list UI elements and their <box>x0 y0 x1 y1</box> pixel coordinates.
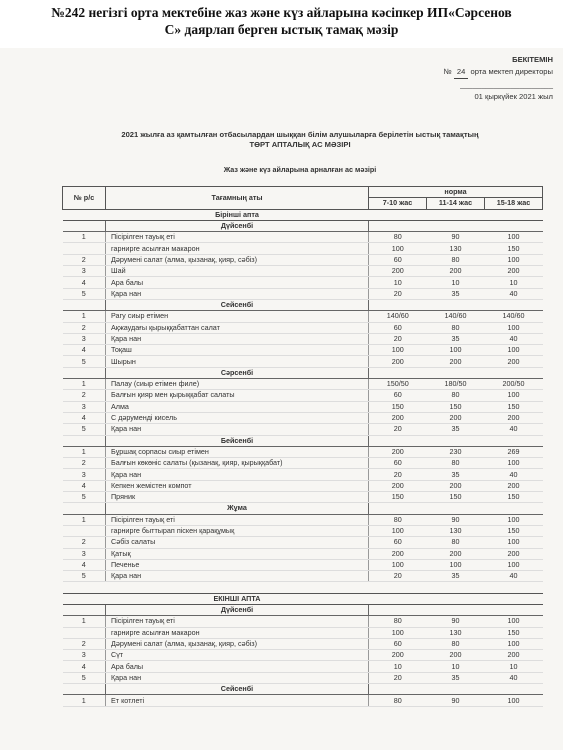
item-number: 1 <box>63 379 106 390</box>
norm-15-18: 10 <box>485 277 543 288</box>
day-blank <box>63 299 106 310</box>
norm-15-18: 150 <box>485 243 543 254</box>
item-number: 4 <box>63 480 106 491</box>
norm-11-14: 90 <box>427 514 485 525</box>
norm-11-14: 130 <box>427 243 485 254</box>
day-blank <box>369 367 543 378</box>
dish-name: Пісірілген тауық еті <box>106 514 369 525</box>
norm-7-10: 150/50 <box>369 379 427 390</box>
menu-title-line-2: ТӨРТ АПТАЛЫҚ АС МӘЗІРІ <box>249 140 351 149</box>
norm-15-18: 200/50 <box>485 379 543 390</box>
week-row <box>63 209 543 220</box>
item-number: 2 <box>63 390 106 401</box>
week-blank <box>369 209 543 220</box>
norm-7-10: 10 <box>369 661 427 672</box>
norm-15-18: 100 <box>485 232 543 243</box>
director-line: № 24 орта мектеп директоры <box>444 66 553 79</box>
item-number: 2 <box>63 254 106 265</box>
day-blank <box>63 503 106 514</box>
day-row <box>63 684 543 695</box>
dish-name: Қара нан <box>106 571 369 582</box>
norm-11-14: 10 <box>427 277 485 288</box>
norm-7-10: 200 <box>369 480 427 491</box>
item-number: 4 <box>63 277 106 288</box>
norm-7-10: 20 <box>369 424 427 435</box>
norm-7-10: 150 <box>369 492 427 503</box>
dish-name: Пряник <box>106 492 369 503</box>
day-row <box>63 220 543 231</box>
table-row <box>63 672 543 683</box>
table-row <box>63 232 543 243</box>
header-line-1: №242 негізгі орта мектебіне жаз және күз айларына кәсіпкер ИП«Сәрсенов <box>51 5 512 20</box>
approval-block <box>444 54 553 103</box>
dish-name: гарнирге асылған макарон <box>106 627 369 638</box>
day-name: Сейсенбі <box>106 684 369 695</box>
norm-11-14: 200 <box>427 356 485 367</box>
norm-15-18: 150 <box>485 627 543 638</box>
dish-name: Ара балы <box>106 661 369 672</box>
norm-15-18: 100 <box>485 345 543 356</box>
norm-15-18: 140/60 <box>485 311 543 322</box>
day-blank <box>63 604 106 615</box>
table-row <box>63 254 543 265</box>
item-number: 3 <box>63 469 106 480</box>
header-age-group: 7-10 жас <box>369 198 427 209</box>
norm-11-14: 100 <box>427 345 485 356</box>
table-row <box>63 401 543 412</box>
norm-15-18: 40 <box>485 333 543 344</box>
item-number: 5 <box>63 492 106 503</box>
norm-11-14: 35 <box>427 333 485 344</box>
table-row <box>63 345 543 356</box>
scanned-page <box>0 48 563 750</box>
norm-11-14: 90 <box>427 695 485 706</box>
item-number: 4 <box>63 412 106 423</box>
table-row <box>63 390 543 401</box>
norm-7-10: 60 <box>369 390 427 401</box>
norm-7-10: 60 <box>369 322 427 333</box>
item-number: 3 <box>63 548 106 559</box>
document-header <box>0 4 563 38</box>
norm-11-14: 80 <box>427 638 485 649</box>
day-blank <box>369 220 543 231</box>
dish-name: Палау (сиыр етімен филе) <box>106 379 369 390</box>
table-row <box>63 548 543 559</box>
item-number: 3 <box>63 333 106 344</box>
norm-15-18: 100 <box>485 322 543 333</box>
norm-11-14: 35 <box>427 469 485 480</box>
item-number: 2 <box>63 638 106 649</box>
norm-15-18: 100 <box>485 616 543 627</box>
norm-7-10: 200 <box>369 412 427 423</box>
table-row <box>63 661 543 672</box>
item-number: 5 <box>63 288 106 299</box>
item-number: 1 <box>63 446 106 457</box>
table-row <box>63 288 543 299</box>
norm-15-18: 200 <box>485 548 543 559</box>
menu-table-body <box>63 187 543 707</box>
norm-15-18: 200 <box>485 480 543 491</box>
header-dish-name: Тағамның аты <box>106 187 369 210</box>
item-number: 1 <box>63 616 106 627</box>
table-row <box>63 277 543 288</box>
dish-name: Қара нан <box>106 469 369 480</box>
norm-7-10: 80 <box>369 514 427 525</box>
norm-15-18: 150 <box>485 492 543 503</box>
table-header-row <box>63 187 543 198</box>
item-number <box>63 525 106 536</box>
norm-11-14: 90 <box>427 616 485 627</box>
day-name: Сейсенбі <box>106 299 369 310</box>
header-line-2: С» даярлап берген ыстық тамақ мәзір <box>164 22 399 37</box>
table-row <box>63 412 543 423</box>
day-row <box>63 604 543 615</box>
norm-7-10: 200 <box>369 548 427 559</box>
norm-7-10: 20 <box>369 288 427 299</box>
norm-11-14: 150 <box>427 492 485 503</box>
table-row <box>63 525 543 536</box>
table-row <box>63 311 543 322</box>
item-number: 1 <box>63 311 106 322</box>
norm-15-18: 40 <box>485 424 543 435</box>
norm-7-10: 200 <box>369 650 427 661</box>
norm-7-10: 140/60 <box>369 311 427 322</box>
table-row <box>63 616 543 627</box>
day-blank <box>63 220 106 231</box>
item-number <box>63 243 106 254</box>
norm-11-14: 35 <box>427 672 485 683</box>
dish-name: Сәбіз салаты <box>106 537 369 548</box>
item-number: 4 <box>63 559 106 570</box>
week-title: ЕКІНШІ АПТА <box>106 593 369 604</box>
norm-11-14: 200 <box>427 548 485 559</box>
day-blank <box>369 604 543 615</box>
norm-11-14: 130 <box>427 525 485 536</box>
dish-name: Сүт <box>106 650 369 661</box>
norm-15-18: 40 <box>485 672 543 683</box>
table-row <box>63 458 543 469</box>
day-name: Бейсенбі <box>106 435 369 446</box>
header-norm: норма <box>369 187 543 198</box>
menu-title <box>60 130 540 150</box>
norm-15-18: 40 <box>485 469 543 480</box>
signature-line: ______________________ <box>460 80 553 89</box>
norm-15-18: 200 <box>485 356 543 367</box>
norm-15-18: 200 <box>485 650 543 661</box>
norm-15-18: 150 <box>485 401 543 412</box>
item-number: 3 <box>63 401 106 412</box>
day-name: Жұма <box>106 503 369 514</box>
day-blank <box>369 684 543 695</box>
norm-7-10: 60 <box>369 458 427 469</box>
norm-15-18: 200 <box>485 266 543 277</box>
norm-15-18: 40 <box>485 288 543 299</box>
header-age-group: 15-18 жас <box>485 198 543 209</box>
norm-15-18: 150 <box>485 525 543 536</box>
norm-15-18: 100 <box>485 458 543 469</box>
table-row <box>63 559 543 570</box>
dish-name: Кепкен жемістен компот <box>106 480 369 491</box>
table-row <box>63 571 543 582</box>
dish-name: Шырын <box>106 356 369 367</box>
norm-11-14: 200 <box>427 412 485 423</box>
norm-11-14: 200 <box>427 480 485 491</box>
table-row <box>63 322 543 333</box>
norm-11-14: 80 <box>427 254 485 265</box>
norm-15-18: 40 <box>485 571 543 582</box>
day-row <box>63 367 543 378</box>
week-spacer <box>63 582 543 593</box>
norm-7-10: 100 <box>369 345 427 356</box>
norm-15-18: 100 <box>485 638 543 649</box>
norm-15-18: 269 <box>485 446 543 457</box>
dish-name: гарнирге асылған макарон <box>106 243 369 254</box>
day-blank <box>63 684 106 695</box>
norm-7-10: 150 <box>369 401 427 412</box>
day-row <box>63 435 543 446</box>
week-row <box>63 593 543 604</box>
norm-11-14: 80 <box>427 322 485 333</box>
dish-name: Алма <box>106 401 369 412</box>
day-name: Сәрсенбі <box>106 367 369 378</box>
norm-7-10: 60 <box>369 254 427 265</box>
dish-name: С дәруменді кисель <box>106 412 369 423</box>
day-blank <box>369 299 543 310</box>
norm-11-14: 230 <box>427 446 485 457</box>
item-number: 2 <box>63 322 106 333</box>
day-row <box>63 299 543 310</box>
table-row <box>63 424 543 435</box>
dish-name: Қара нан <box>106 333 369 344</box>
norm-7-10: 100 <box>369 243 427 254</box>
dish-name: Балғын қияр мен қырыққабат салаты <box>106 390 369 401</box>
norm-15-18: 100 <box>485 537 543 548</box>
dish-name: Печенье <box>106 559 369 570</box>
norm-15-18: 100 <box>485 390 543 401</box>
spacer-cell <box>63 582 543 593</box>
item-number: 1 <box>63 514 106 525</box>
norm-7-10: 80 <box>369 232 427 243</box>
norm-11-14: 130 <box>427 627 485 638</box>
norm-15-18: 100 <box>485 559 543 570</box>
dish-name: Шай <box>106 266 369 277</box>
dish-name: Қара нан <box>106 424 369 435</box>
norm-15-18: 100 <box>485 514 543 525</box>
header-age-group: 11-14 жас <box>427 198 485 209</box>
table-row <box>63 537 543 548</box>
item-number: 5 <box>63 571 106 582</box>
item-number: 4 <box>63 345 106 356</box>
dish-name: Қатық <box>106 548 369 559</box>
norm-7-10: 100 <box>369 627 427 638</box>
day-blank <box>369 503 543 514</box>
dish-name: Пісірілген тауық еті <box>106 232 369 243</box>
norm-7-10: 200 <box>369 356 427 367</box>
norm-15-18: 100 <box>485 254 543 265</box>
norm-7-10: 200 <box>369 266 427 277</box>
dish-name: Дәрумені салат (алма, қызанақ, қияр, сәбіз) <box>106 638 369 649</box>
table-row <box>63 356 543 367</box>
table-row <box>63 492 543 503</box>
norm-7-10: 20 <box>369 469 427 480</box>
norm-11-14: 35 <box>427 571 485 582</box>
dish-name: Дәрумені салат (алма, қызанақ, қияр, сәбіз) <box>106 254 369 265</box>
norm-15-18: 200 <box>485 412 543 423</box>
dish-name: гарнирге быттырап піскен қарақұмық <box>106 525 369 536</box>
norm-15-18: 10 <box>485 661 543 672</box>
norm-11-14: 80 <box>427 537 485 548</box>
school-number: 24 <box>454 66 468 79</box>
norm-7-10: 100 <box>369 525 427 536</box>
dish-name: Ет котлеті <box>106 695 369 706</box>
norm-7-10: 80 <box>369 695 427 706</box>
header-number: № р/с <box>63 187 106 210</box>
dish-name: Ара балы <box>106 277 369 288</box>
norm-11-14: 80 <box>427 458 485 469</box>
norm-11-14: 35 <box>427 288 485 299</box>
menu-subtitle: Жаз және күз айларына арналған ас мәзірі <box>223 165 377 174</box>
table-row <box>63 650 543 661</box>
item-number: 5 <box>63 672 106 683</box>
norm-11-14: 200 <box>427 650 485 661</box>
week-title: Бірінші апта <box>106 209 369 220</box>
norm-11-14: 180/50 <box>427 379 485 390</box>
table-row <box>63 266 543 277</box>
dish-name: Қара нан <box>106 288 369 299</box>
item-number: 2 <box>63 458 106 469</box>
norm-7-10: 80 <box>369 616 427 627</box>
norm-7-10: 60 <box>369 638 427 649</box>
week-blank <box>63 209 106 220</box>
dish-name: Қара нан <box>106 672 369 683</box>
item-number: 5 <box>63 424 106 435</box>
norm-11-14: 150 <box>427 401 485 412</box>
day-name: Дүйсенбі <box>106 220 369 231</box>
norm-11-14: 35 <box>427 424 485 435</box>
table-row <box>63 514 543 525</box>
approval-date: 01 қыркүйек 2021 жыл <box>474 92 553 101</box>
item-number: 1 <box>63 695 106 706</box>
item-number: 3 <box>63 266 106 277</box>
item-number: 4 <box>63 661 106 672</box>
item-number: 3 <box>63 650 106 661</box>
norm-7-10: 20 <box>369 333 427 344</box>
table-row <box>63 446 543 457</box>
dish-name: Пісірілген тауық еті <box>106 616 369 627</box>
table-row <box>63 695 543 706</box>
table-row <box>63 638 543 649</box>
norm-11-14: 10 <box>427 661 485 672</box>
dish-name: Бұршақ сорпасы сиыр етімен <box>106 446 369 457</box>
item-number: 1 <box>63 232 106 243</box>
approval-label: БЕКІТЕМІН <box>512 55 553 64</box>
dish-name: Рагу сиыр етімен <box>106 311 369 322</box>
item-number <box>63 627 106 638</box>
dish-name: Тоқаш <box>106 345 369 356</box>
table-row <box>63 469 543 480</box>
day-row <box>63 503 543 514</box>
week-blank <box>63 593 106 604</box>
norm-7-10: 100 <box>369 559 427 570</box>
norm-7-10: 10 <box>369 277 427 288</box>
table-row <box>63 480 543 491</box>
week-blank <box>369 593 543 604</box>
menu-table <box>62 186 543 707</box>
dish-name: Ақжаудағы қырыққабаттан салат <box>106 322 369 333</box>
day-blank <box>63 435 106 446</box>
norm-11-14: 140/60 <box>427 311 485 322</box>
day-blank <box>63 367 106 378</box>
norm-7-10: 20 <box>369 571 427 582</box>
norm-11-14: 80 <box>427 390 485 401</box>
dish-name: Балғын көкөніс салаты (қызанақ, қияр, қырыққабат) <box>106 458 369 469</box>
norm-7-10: 200 <box>369 446 427 457</box>
day-name: Дүйсенбі <box>106 604 369 615</box>
norm-7-10: 20 <box>369 672 427 683</box>
day-blank <box>369 435 543 446</box>
table-row <box>63 243 543 254</box>
norm-11-14: 200 <box>427 266 485 277</box>
table-row <box>63 379 543 390</box>
item-number: 5 <box>63 356 106 367</box>
item-number: 2 <box>63 537 106 548</box>
norm-7-10: 60 <box>369 537 427 548</box>
table-row <box>63 333 543 344</box>
norm-15-18: 100 <box>485 695 543 706</box>
table-row <box>63 627 543 638</box>
norm-11-14: 90 <box>427 232 485 243</box>
norm-11-14: 100 <box>427 559 485 570</box>
menu-title-line-1: 2021 жылға аз қамтылған отбасылардан шыққан білім алушыларға берілетін ыстық тамақтың <box>121 130 479 139</box>
